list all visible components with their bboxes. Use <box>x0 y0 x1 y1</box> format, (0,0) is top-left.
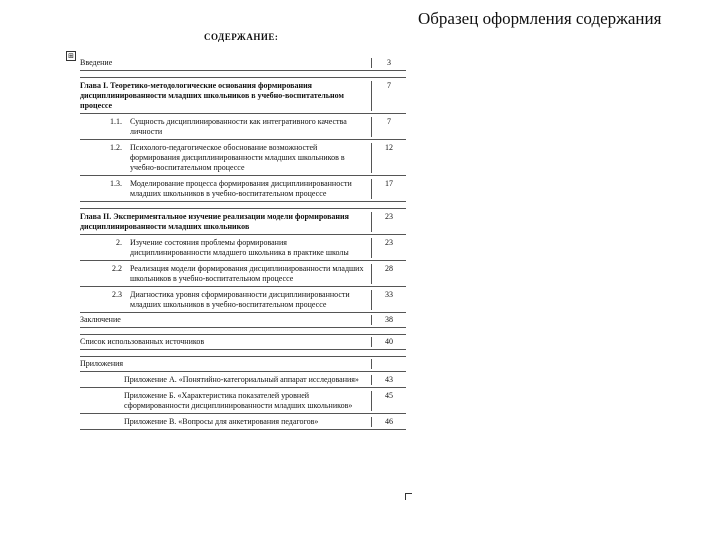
toc-page-number: 12 <box>371 143 406 173</box>
toc-row-chapter-1 <box>80 78 406 114</box>
toc-page-number: 3 <box>371 58 406 68</box>
toc-row-references <box>80 335 406 350</box>
toc-row-section-1-1 <box>80 114 406 140</box>
toc-entry-text: Реализация модели формирования дисциплинированности младших школьников в учебно-воспитательном процессе <box>130 264 364 283</box>
toc-page-number: 38 <box>371 315 406 325</box>
toc-row-appendix-a <box>80 372 406 388</box>
toc-entry-text: Приложение Б. «Характеристика показателей уровней сформированности дисциплинированности младших школьников» <box>124 391 353 410</box>
toc-page-number: 7 <box>371 81 406 111</box>
toc-page-number: 45 <box>371 391 406 411</box>
toc-row-chapter-2 <box>80 209 406 235</box>
toc-entry-text: Список использованных источников <box>80 337 205 346</box>
toc-entry-text: Глава II. Экспериментальное изучение реализации модели формирования дисциплинированности младших школьников <box>80 212 349 231</box>
toc-entry-text: Моделирование процесса формирования дисциплинированности младших школьников в учебно-воспитательном процессе <box>130 179 352 198</box>
toc-entry-text: Приложение В. «Вопросы для анкетирования педагогов» <box>124 417 319 426</box>
toc-page-number: 23 <box>371 212 406 232</box>
toc-entry-text: Психолого-педагогическое обоснование возможностей формирования дисциплинированности младших школьников в учебно-воспитательном процессе <box>130 143 345 172</box>
toc-row-section-2-1 <box>80 235 406 261</box>
slide-title: Образец оформления содержания <box>418 9 662 28</box>
toc-page-number: 43 <box>371 375 406 385</box>
toc-entry-text: Глава I. Теоретико-методологические основания формирования дисциплинированности младших школьников в учебно-воспитательном процессе <box>80 81 344 110</box>
toc-entry-text: Заключение <box>80 315 121 324</box>
toc-page-number: 23 <box>371 238 406 258</box>
toc-section-number: 2.2 <box>112 264 122 273</box>
toc-row-section-1-3 <box>80 176 406 202</box>
toc-spacer <box>80 350 406 357</box>
document-heading: СОДЕРЖАНИЕ: <box>204 32 279 42</box>
toc-page-number: 33 <box>371 290 406 310</box>
toc-row-introduction <box>80 55 406 71</box>
toc-section-number: 2.3 <box>112 290 122 299</box>
toc-row-conclusion <box>80 313 406 328</box>
table-of-contents <box>80 55 406 430</box>
toc-spacer <box>80 71 406 78</box>
toc-spacer <box>80 202 406 209</box>
toc-page-number: 46 <box>371 417 406 427</box>
toc-section-number: 1.3. <box>110 179 122 188</box>
toc-row-section-2-3 <box>80 287 406 313</box>
toc-entry-text: Приложение А. «Понятийно-категориальный аппарат исследования» <box>124 375 359 384</box>
toc-row-section-2-2 <box>80 261 406 287</box>
toc-page-number: 40 <box>371 337 406 347</box>
toc-page-number: 28 <box>371 264 406 284</box>
toc-entry-text: Сущность дисциплинированности как интегративного качества личности <box>130 117 347 136</box>
toc-section-number: 1.1. <box>110 117 122 126</box>
toc-section-number: 1.2. <box>110 143 122 152</box>
toc-page-number: 7 <box>371 117 406 137</box>
toc-row-appendices <box>80 357 406 372</box>
table-end-marker <box>405 493 412 500</box>
toc-row-appendix-b <box>80 388 406 414</box>
table-move-handle-icon[interactable]: ⊞ <box>66 51 76 61</box>
toc-entry-text: Введение <box>80 58 113 67</box>
toc-page-number: 17 <box>371 179 406 199</box>
toc-entry-text: Приложения <box>80 359 124 368</box>
toc-entry-text: Изучение состояния проблемы формирования дисциплинированности младшего школьника в практике школы <box>130 238 349 257</box>
toc-section-number: 2. <box>116 238 122 247</box>
toc-entry-text: Диагностика уровня сформированности дисциплинированности младших школьников в учебно-воспитательном процессе <box>130 290 350 309</box>
toc-row-section-1-2 <box>80 140 406 176</box>
toc-page-number <box>371 359 406 369</box>
toc-row-appendix-c <box>80 414 406 430</box>
toc-spacer <box>80 328 406 335</box>
